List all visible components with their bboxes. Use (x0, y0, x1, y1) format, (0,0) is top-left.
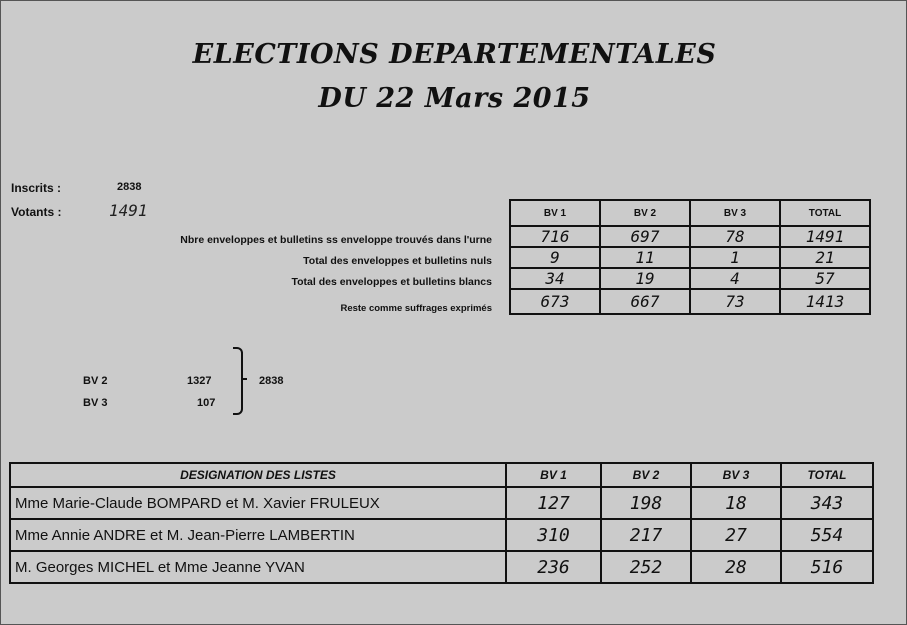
document-title: ELECTIONS DEPARTEMENTALES (192, 39, 717, 70)
bv-breakdown-label: BV 2 (83, 375, 108, 387)
votants-value: 1491 (109, 201, 148, 220)
stats-cell: 34 (510, 268, 600, 289)
stats-row-label: Nbre enveloppes et bulletins ss enveloppe trouvés dans l'urne (180, 234, 492, 246)
list-cell: 27 (691, 519, 781, 551)
document-subtitle: DU 22 Mars 2015 (318, 83, 591, 114)
stats-cell: 19 (600, 268, 690, 289)
list-cell: 516 (781, 551, 873, 583)
stats-cell: 57 (780, 268, 870, 289)
stats-table (509, 199, 871, 315)
bv-breakdown-label: BV 3 (83, 397, 108, 409)
stats-row-label: Reste comme suffrages exprimés (340, 303, 492, 314)
list-cell: 198 (601, 487, 691, 519)
bv-breakdown-value: 1327 (187, 375, 212, 387)
inscrits-label: Inscrits : (11, 181, 62, 195)
stats-header-row (510, 200, 870, 226)
list-cell: 554 (781, 519, 873, 551)
stats-header-bv1: BV 1 (510, 200, 600, 226)
lists-header-bv2: BV 2 (601, 463, 691, 487)
stats-row (510, 289, 870, 314)
stats-cell: 11 (600, 247, 690, 268)
stats-cell: 697 (600, 226, 690, 247)
lists-header-total: TOTAL (781, 463, 873, 487)
stats-header-bv2: BV 2 (600, 200, 690, 226)
bv-breakdown-value: 107 (197, 397, 216, 409)
stats-row-label: Total des enveloppes et bulletins nuls (303, 255, 492, 267)
list-cell: 236 (506, 551, 601, 583)
votants-label: Votants : (11, 205, 62, 219)
stats-header-total: TOTAL (780, 200, 870, 226)
list-name: Mme Annie ANDRE et M. Jean-Pierre LAMBERTIN (10, 519, 506, 551)
bracket-tick (241, 378, 247, 380)
stats-row-label: Total des enveloppes et bulletins blancs (291, 276, 492, 288)
bv-breakdown-total: 2838 (259, 375, 284, 387)
list-cell: 28 (691, 551, 781, 583)
stats-cell: 21 (780, 247, 870, 268)
list-name: M. Georges MICHEL et Mme Jeanne YVAN (10, 551, 506, 583)
stats-cell: 78 (690, 226, 780, 247)
list-cell: 343 (781, 487, 873, 519)
stats-cell: 73 (690, 289, 780, 314)
stats-header-bv3: BV 3 (690, 200, 780, 226)
stats-cell: 1413 (780, 289, 870, 314)
stats-cell: 673 (510, 289, 600, 314)
stats-cell: 4 (690, 268, 780, 289)
list-row (10, 519, 873, 551)
list-name: Mme Marie-Claude BOMPARD et M. Xavier FRULEUX (10, 487, 506, 519)
stats-row (510, 247, 870, 268)
list-cell: 310 (506, 519, 601, 551)
inscrits-value: 2838 (117, 181, 142, 193)
lists-header-bv3: BV 3 (691, 463, 781, 487)
list-row (10, 551, 873, 583)
list-cell: 217 (601, 519, 691, 551)
lists-header-bv1: BV 1 (506, 463, 601, 487)
list-cell: 252 (601, 551, 691, 583)
list-row (10, 487, 873, 519)
list-cell: 18 (691, 487, 781, 519)
stats-row (510, 268, 870, 289)
stats-cell: 1 (690, 247, 780, 268)
list-cell: 127 (506, 487, 601, 519)
bracket (233, 347, 243, 415)
stats-cell: 716 (510, 226, 600, 247)
stats-cell: 9 (510, 247, 600, 268)
stats-cell: 667 (600, 289, 690, 314)
lists-table (9, 462, 874, 584)
stats-row (510, 226, 870, 247)
lists-header-row (10, 463, 873, 487)
stats-cell: 1491 (780, 226, 870, 247)
lists-header-designation: DESIGNATION DES LISTES (10, 463, 506, 487)
